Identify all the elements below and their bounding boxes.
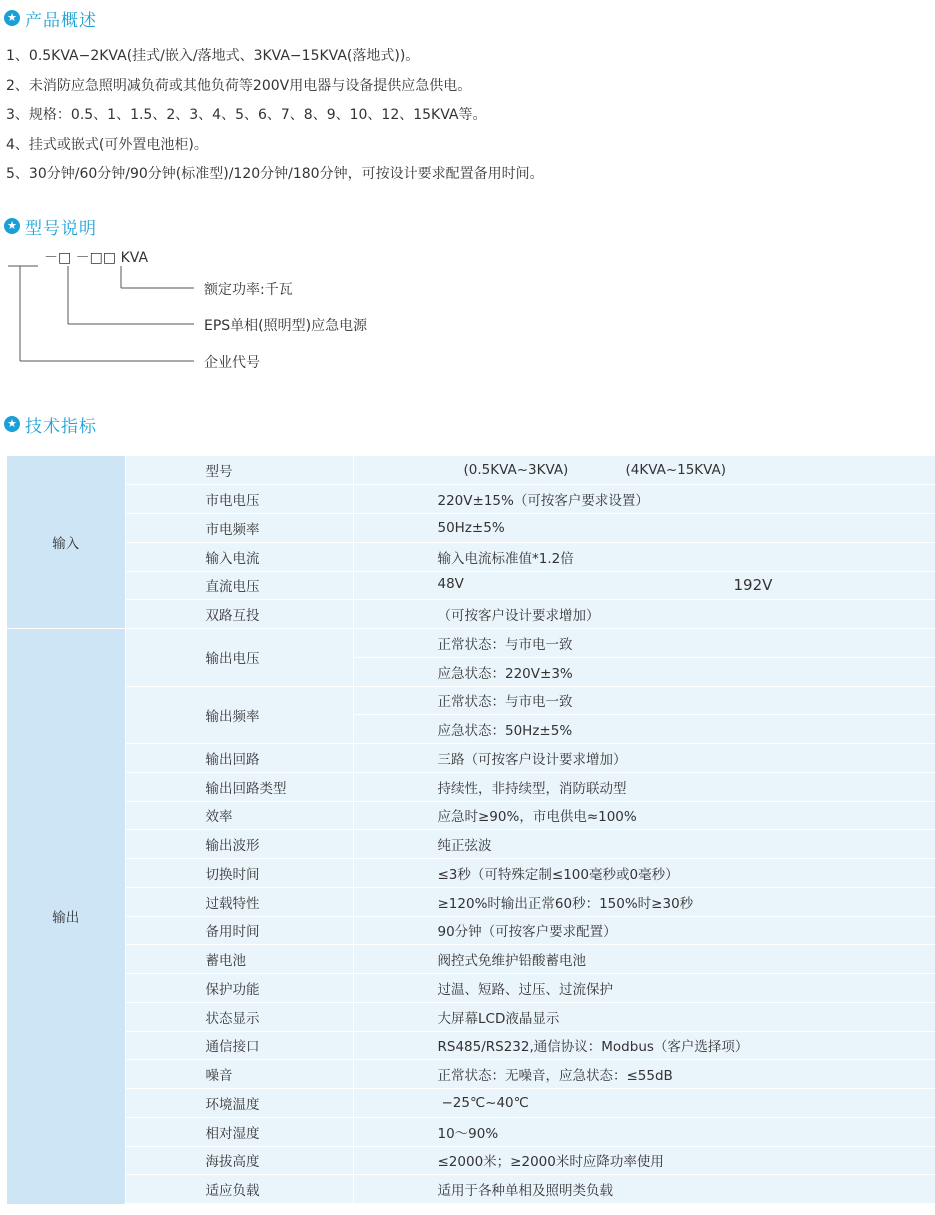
spec-value: −25℃~40℃ xyxy=(353,1089,935,1118)
spec-value: 大屏幕LCD液晶显示 xyxy=(353,1002,935,1031)
spec-value: 90分钟（可按客户要求配置） xyxy=(353,916,935,945)
spec-value: 适用于各种单相及照明类负载 xyxy=(353,1175,935,1204)
table-row xyxy=(7,974,935,1003)
spec-name: 通信接口 xyxy=(125,1031,353,1060)
table-row xyxy=(7,1089,935,1118)
spec-name: 输出回路 xyxy=(125,744,353,773)
header-model-small: (0.5KVA~3KVA) xyxy=(463,462,569,479)
spec-table xyxy=(7,456,935,1204)
table-row xyxy=(7,887,935,916)
spec-name: 过载特性 xyxy=(125,887,353,916)
table-row xyxy=(7,916,935,945)
table-row xyxy=(7,485,935,514)
spec-value: 输入电流标准值*1.2倍 xyxy=(353,542,935,571)
spec-value: 220V±15%（可按客户要求设置） xyxy=(353,485,935,514)
table-row xyxy=(7,686,935,715)
spec-name: 输出波形 xyxy=(125,830,353,859)
specs-title: 技术指标 xyxy=(25,416,97,437)
spec-value: 阀控式免维护铅酸蓄电池 xyxy=(353,945,935,974)
spec-value: 正常状态：与市电一致 xyxy=(353,629,935,658)
spec-name: 保护功能 xyxy=(125,974,353,1003)
spec-name: 相对湿度 xyxy=(125,1117,353,1146)
spec-value: 50Hz±5% xyxy=(353,514,935,543)
spec-value: 纯正弦波 xyxy=(353,830,935,859)
dc-voltage-large: 192V xyxy=(733,576,773,595)
overview-list xyxy=(6,42,544,190)
spec-name: 切换时间 xyxy=(125,859,353,888)
spec-value: 应急时≥90%，市电供电≈100% xyxy=(353,801,935,830)
spec-name: 型号 xyxy=(125,456,353,485)
star-icon: ★ xyxy=(4,10,20,26)
spec-value: 10～90% xyxy=(353,1117,935,1146)
table-row xyxy=(7,542,935,571)
dc-voltage-small: 48V xyxy=(437,576,464,593)
table-row xyxy=(7,945,935,974)
table-row xyxy=(7,1175,935,1204)
list-item: 4、挂式或嵌式(可外置电池柜)。 xyxy=(6,136,208,153)
spec-name: 备用时间 xyxy=(125,916,353,945)
model-title: 型号说明 xyxy=(25,218,97,239)
table-row xyxy=(7,571,935,600)
table-row xyxy=(7,1117,935,1146)
spec-value: 正常状态：无噪音，应急状态：≤55dB xyxy=(353,1060,935,1089)
table-row xyxy=(7,1002,935,1031)
spec-name: 双路互投 xyxy=(125,600,353,629)
spec-value: RS485/RS232,通信协议：Modbus（客户选择项） xyxy=(353,1031,935,1060)
table-row xyxy=(7,744,935,773)
table-row xyxy=(7,600,935,629)
spec-value: 三路（可按客户设计要求增加） xyxy=(353,744,935,773)
table-row xyxy=(7,1060,935,1089)
spec-value xyxy=(353,456,935,485)
table-row xyxy=(7,801,935,830)
list-item: 1、0.5KVA−2KVA(挂式/嵌入/落地式、3KVA−15KVA(落地式))。 xyxy=(6,48,420,64)
specs-heading xyxy=(4,412,97,436)
table-row xyxy=(7,772,935,801)
group-output: 输出 xyxy=(7,629,125,1204)
spec-value: 应急状态：220V±3% xyxy=(353,657,935,686)
spec-name: 市电电压 xyxy=(125,485,353,514)
model-label-power: 额定功率:千瓦 xyxy=(204,282,293,298)
list-item: 3、规格：0.5、1、1.5、2、3、4、5、6、7、8、9、10、12、15KVA等。 xyxy=(6,107,487,123)
overview-title: 产品概述 xyxy=(25,10,97,31)
overview-heading xyxy=(4,6,97,30)
spec-name: 直流电压 xyxy=(125,571,353,600)
spec-name: 输出电压 xyxy=(125,629,353,687)
spec-value: （可按客户设计要求增加） xyxy=(353,600,935,629)
list-item: 5、30分钟/60分钟/90分钟(标准型)/120分钟/180分钟，可按设计要求配置备用时间。 xyxy=(6,166,544,182)
spec-name: 蓄电池 xyxy=(125,945,353,974)
table-row xyxy=(7,629,935,658)
model-label-type: EPS单相(照明型)应急电源 xyxy=(204,318,368,334)
table-row xyxy=(7,859,935,888)
spec-value: ≤2000米；≥2000米时应降功率使用 xyxy=(353,1146,935,1175)
spec-value: 过温、短路、过压、过流保护 xyxy=(353,974,935,1003)
spec-name: 输入电流 xyxy=(125,542,353,571)
spec-name: 输出回路类型 xyxy=(125,772,353,801)
spec-name: 适应负载 xyxy=(125,1175,353,1204)
spec-value: 应急状态：50Hz±5% xyxy=(353,715,935,744)
spec-name: 海拔高度 xyxy=(125,1146,353,1175)
spec-value: 持续性，非持续型，消防联动型 xyxy=(353,772,935,801)
table-row xyxy=(7,514,935,543)
spec-name: 效率 xyxy=(125,801,353,830)
spec-value: ≥120%时输出正常60秒：150%时≥30秒 xyxy=(353,887,935,916)
spec-value: ≤3秒（可特殊定制≤100毫秒或0毫秒） xyxy=(353,859,935,888)
spec-name: 输出频率 xyxy=(125,686,353,744)
table-row xyxy=(7,830,935,859)
star-icon: ★ xyxy=(4,416,20,432)
table-row xyxy=(7,1146,935,1175)
spec-name: 噪音 xyxy=(125,1060,353,1089)
table-row xyxy=(7,456,935,485)
spec-name: 状态显示 xyxy=(125,1002,353,1031)
table-row xyxy=(7,1031,935,1060)
spec-name: 市电频率 xyxy=(125,514,353,543)
spec-value xyxy=(353,571,935,600)
group-input: 输入 xyxy=(7,456,125,629)
star-icon: ★ xyxy=(4,218,20,234)
model-heading xyxy=(4,214,97,238)
model-code: －□ －□□ KVA xyxy=(44,250,149,266)
header-model-large: (4KVA~15KVA) xyxy=(625,462,727,479)
list-item: 2、未消防应急照明减负荷或其他负荷等200V用电器与设备提供应急供电。 xyxy=(6,77,472,94)
spec-name: 环境温度 xyxy=(125,1089,353,1118)
spec-value: 正常状态：与市电一致 xyxy=(353,686,935,715)
model-label-company: 企业代号 xyxy=(204,355,260,371)
